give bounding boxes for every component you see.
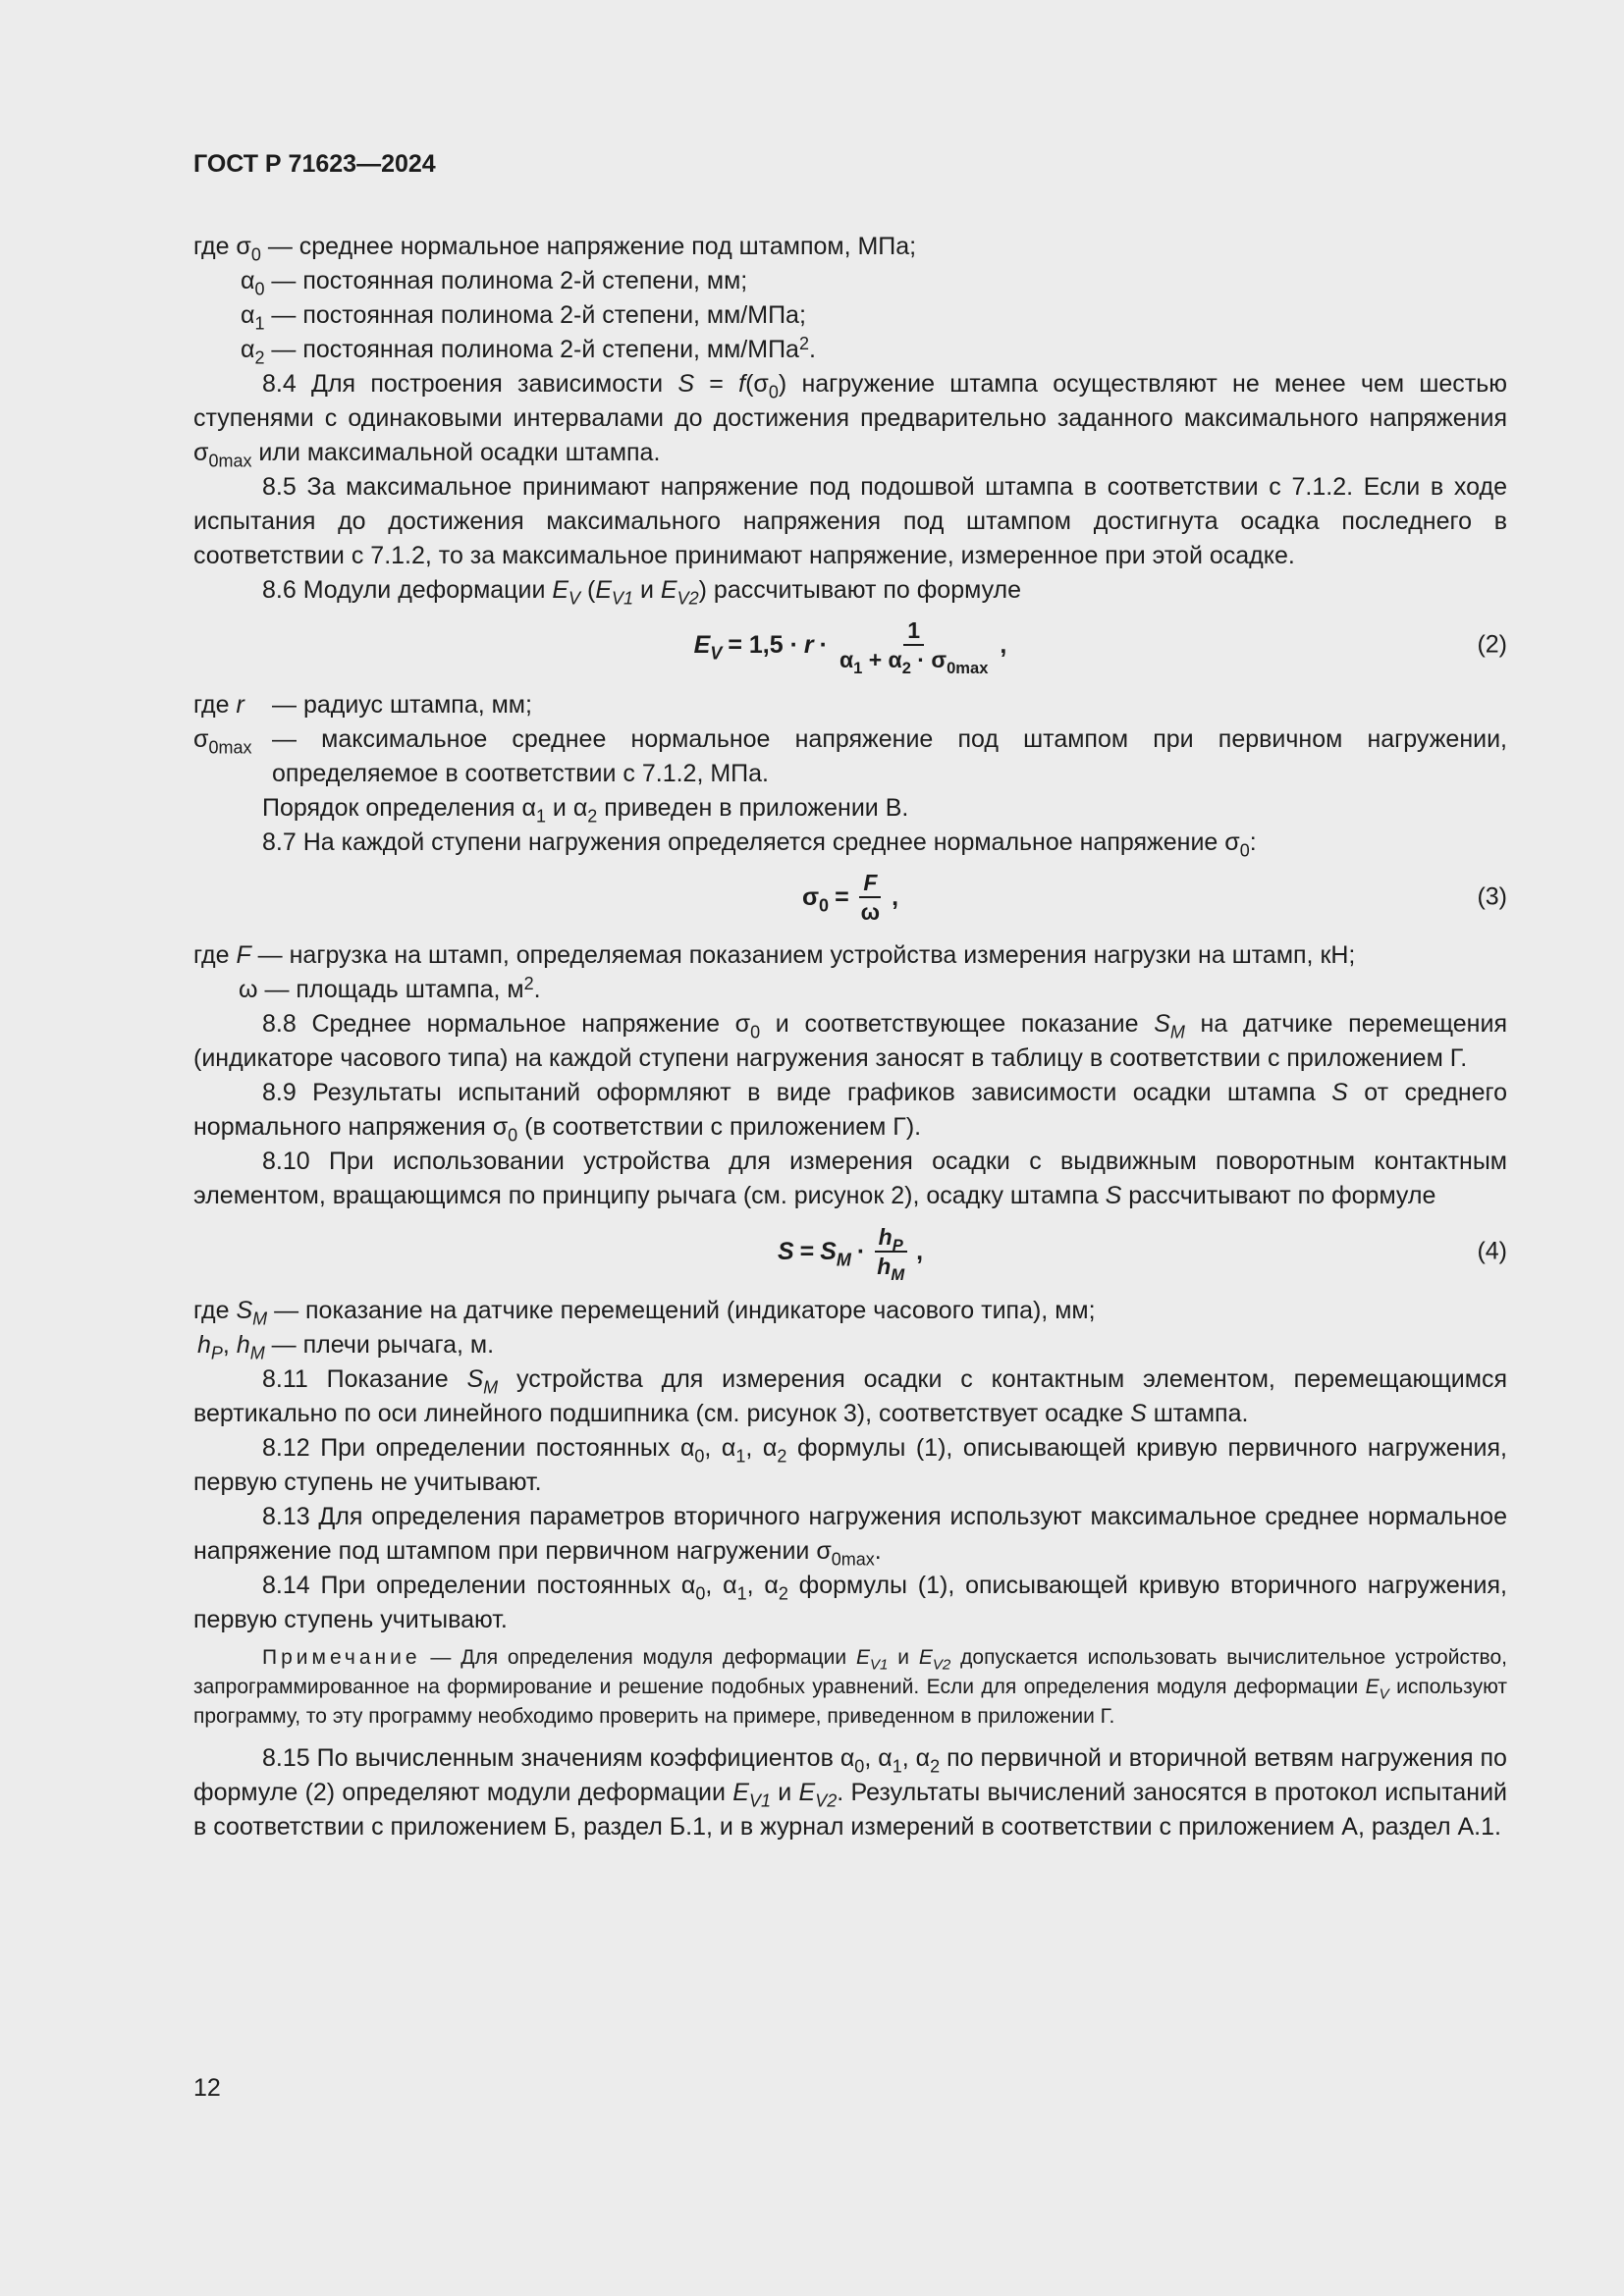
formula-3-expression: $\sigma_0$ = $\frac{F}{\omega}$ , [801,870,899,925]
definition-F: где F — нагрузка на штамп, определяемая показанием устройства измерения нагрузки на штамп, кН; [193,941,1356,969]
definitions-list-1 [193,230,1507,367]
formula-3-fraction: $\frac{F}{\omega}$ [860,870,881,925]
definition-SM: где $S_M$ — показание на датчике перемещений (индикаторе часового типа), мм; [193,1297,1096,1329]
note-label: Примечание [262,1646,421,1669]
document-body [193,230,1507,1844]
formula-2-expression: $E_V$ = 1,5 · r · $\frac{1}{\alpha_1 + \alpha_2 \cdot \sigma_{0max}}$ , [693,617,1007,677]
definitions-list-3 [193,938,1507,1007]
note: Примечание — Для определения модуля деформации $E_{V1}$ и $E_{V2}$ допускается использовать вычислительное устройство, запрограммированное на формирование и решение подобных уравнений. Если для определения модуля деформации $E_V$ используют программу, то эту программу необходимо проверить на примере, приведенном в приложении Г. [193,1646,1507,1728]
paragraph-8-10: 8.10 При использовании устройства для измерения осадки с выдвижным поворотным контактным элементом, вращающимся по принципу рычага (см. рисунок 2), осадку штампа S рассчитывают по формуле [193,1148,1507,1209]
paragraph-8-5: 8.5 За максимальное принимают напряжение под подошвой штампа в соответствии с 7.1.2. Если в ходе испытания до достижения максимального напряжения под штампом достигнута осадка последнего в соответствии с 7.1.2, то за максимальное принимают напряжение, измеренное при этой осадке. [193,473,1507,569]
definition-omega: ω — площадь штампа, $м^2$. [239,973,541,1003]
paragraph-8-9: 8.9 Результаты испытаний оформляют в виде графиков зависимости осадки штампа S от среднего нормального напряжения $\sigma_0$ (в соответствии с приложением Г). [193,1079,1507,1146]
formula-2-fraction: $\frac{1}{\alpha_1 + \alpha_2 \cdot \sigma_{0max}}$ [839,617,989,677]
definition-sigma0: где $\sigma_0$ — среднее нормальное напряжение под штампом, МПа; [193,233,917,265]
paragraph-8-14: 8.14 При определении постоянных $\alpha_0$, $\alpha_1$, $\alpha_2$ формулы (1), описывающей кривую вторичного нагружения, первую ступень учитывают. [193,1572,1507,1633]
paragraph-order: Порядок определения $\alpha_1$ и $\alpha_2$ приведен в приложении В. [262,794,909,827]
definition-alpha1: $\alpha_1$ — постоянная полинома 2-й степени, мм/МПа; [241,301,806,334]
formula-2-number: (2) [1477,630,1507,659]
formula-4-fraction: $\frac{h_P}{h_M}$ [873,1224,908,1279]
formula-4 [193,1213,1507,1290]
definition-alpha0: $\alpha_0$ — постоянная полинома 2-й степени, мм; [241,267,748,299]
formula-3 [193,860,1507,934]
formula-2 [193,608,1507,682]
document-header: ГОСТ Р 71623—2024 [193,150,436,178]
paragraph-8-8: 8.8 Среднее нормальное напряжение $\sigma_0$ и соответствующее показание $S_M$ на датчике перемещения (индикаторе часового типа) на каждой ступени нагружения заносят в таблицу в соответствии с приложением Г. [193,1010,1507,1072]
definitions-list-2 [193,688,1507,791]
paragraph-8-4: 8.4 Для построения зависимости $S = f(\sigma_0)$ нагружение штампа осуществляют не менее чем шестью ступенями с одинаковыми интервалами до достижения предварительно заданного максимального напряжения $\sigma_{0max}$ или максимальной осадки штампа. [193,370,1507,471]
formula-4-number: (4) [1477,1237,1507,1265]
definition-r: где r — радиус штампа, мм; [193,691,532,719]
paragraph-8-11: 8.11 Показание $S_M$ устройства для измерения осадки с контактным элементом, перемещающимся вертикально по оси линейного подшипника (см. рисунок 3), соответствует осадке S штампа. [193,1365,1507,1427]
paragraph-8-7: 8.7 На каждой ступени нагружения определяется среднее нормальное напряжение $\sigma_0$: [262,828,1257,861]
formula-4-expression: S = $S_M$ · $\frac{h_P}{h_M}$ , [777,1224,924,1284]
definition-hP-hM: $h_P$, $h_M$ — плечи рычага, м. [197,1331,495,1363]
paragraph-8-6: 8.6 Модули деформации $E_V$ ($E_{V1}$ и $E_{V2}$) рассчитывают по формуле [262,576,1022,609]
paragraph-8-12: 8.12 При определении постоянных $\alpha_0$, $\alpha_1$, $\alpha_2$ формулы (1), описывающей кривую первичного нагружения, первую ступень не учитывают. [193,1434,1507,1496]
definition-alpha2: $\alpha_2$ — постоянная полинома 2-й степени, мм/МПа$^2$. [241,333,816,368]
definitions-list-4 [193,1294,1507,1362]
page-number: 12 [193,2074,221,2102]
definition-sigma0max: $\sigma_{0max}$ — максимальное среднее нормальное напряжение под штампом при первичном нагружении, определяемое в соответствии с 7.1.2, МПа. [193,725,1507,787]
formula-3-number: (3) [1477,882,1507,911]
paragraph-8-13: 8.13 Для определения параметров вторичного нагружения используют максимальное среднее нормальное напряжение под штампом при первичном нагружении $\sigma_{0max}$. [193,1503,1507,1570]
paragraph-8-15: 8.15 По вычисленным значениям коэффициентов $\alpha_0$, $\alpha_1$, $\alpha_2$ по первичной и вторичной ветвям нагружения по формуле (2) определяют модули деформации $E_{V1}$ и $E_{V2}$. Результаты вычислений заносятся в протокол испытаний в соответствии с приложением Б, раздел Б.1, и в журнал измерений в соответствии с приложением А, раздел А.1. [193,1744,1507,1841]
